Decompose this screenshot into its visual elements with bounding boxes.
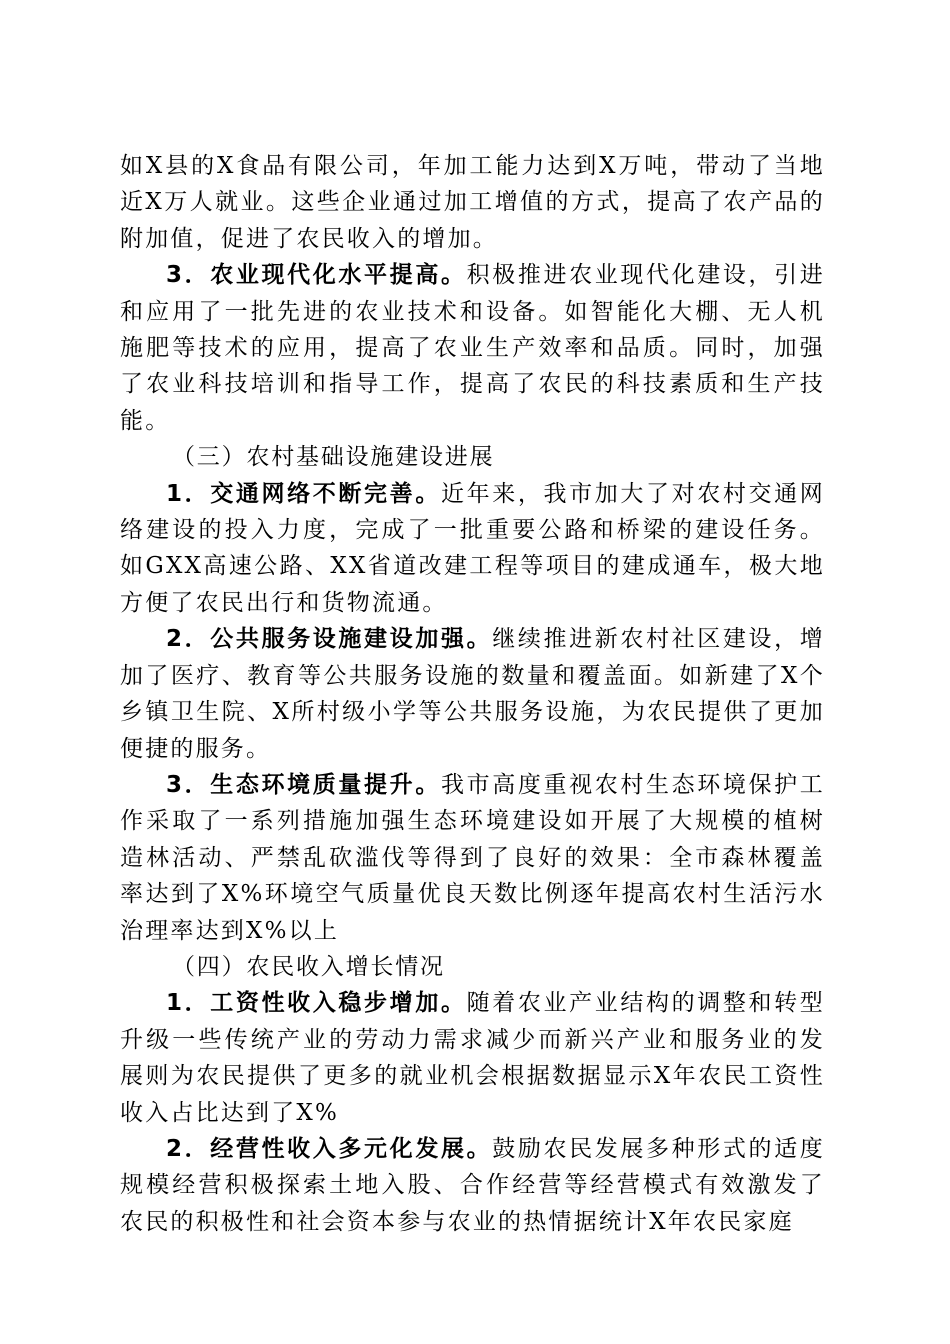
paragraph-body: 如X县的X食品有限公司，年加工能力达到X万吨，带动了当地近X万人就业。这些企业通过加工增值的方式，提高了农产品的附加值，促进了农民收入的增加。 — [120, 153, 825, 252]
paragraph-lead: 1．工资性收入稳步增加。 — [166, 990, 467, 1017]
paragraph-transport-network — [120, 476, 825, 622]
paragraph-body: 我市高度重视农村生态环境保护工作采取了一系列措施加强生态环境建设如开展了大规模的植树造林活动、严禁乱砍滥伐等得到了良好的效果：全市森林覆盖率达到了X%环境空气质量优良天数比例逐年提高农村生活污水治理率达到X%以上 — [120, 771, 825, 944]
paragraph-body: 继续推进新农村社区建设，增加了医疗、教育等公共服务设施的数量和覆盖面。如新建了X个乡镇卫生院、X所村级小学等公共服务设施，为农民提供了更加便捷的服务。 — [120, 626, 825, 762]
paragraph-body: 随着农业产业结构的调整和转型升级一些传统产业的劳动力需求减少而新兴产业和服务业的发展则为农民提供了更多的就业机会根据数据显示X年农民工资性收入占比达到了X% — [120, 990, 826, 1126]
section-heading-income: （四）农民收入增长情况 — [172, 953, 445, 980]
paragraph-lead: 2．经营性收入多元化发展。 — [166, 1135, 493, 1162]
paragraph-wage-income — [120, 985, 825, 1131]
paragraph-lead: 1．交通网络不断完善。 — [166, 480, 441, 507]
paragraph-body: 积极推进农业现代化建设，引进和应用了一批先进的农业技术和设备。如智能化大棚、无人机施肥等技术的应用，提高了农业生产效率和品质。同时，加强了农业科技培训和指导工作，提高了农民的科技素质和生产技能。 — [120, 262, 826, 434]
paragraph-lead: 3．生态环境质量提升。 — [166, 771, 441, 798]
paragraph-body: 近年来，我市加大了对农村交通网络建设的投入力度，完成了一批重要公路和桥梁的建设任务。如GXX高速公路、XX省道改建工程等项目的建成通车，极大地方便了农民出行和货物流通。 — [120, 480, 825, 616]
paragraph-lead: 3．农业现代化水平提高。 — [166, 262, 467, 289]
paragraph-lead: 2．公共服务设施建设加强。 — [166, 626, 493, 653]
paragraph-body: 鼓励农民发展多种形式的适度规模经营积极探索土地入股、合作经营等经营模式有效激发了农民的积极性和社会资本参与农业的热情据统计X年农民家庭 — [120, 1135, 825, 1235]
paragraph-public-services — [120, 621, 825, 767]
paragraph-business-income — [120, 1131, 825, 1240]
paragraph-agri-modernization — [120, 257, 825, 439]
paragraph-food-processing — [120, 148, 825, 257]
document-page — [120, 148, 825, 1240]
section-heading-infrastructure: （三）农村基础设施建设进展 — [172, 444, 495, 471]
paragraph-ecology — [120, 767, 825, 949]
